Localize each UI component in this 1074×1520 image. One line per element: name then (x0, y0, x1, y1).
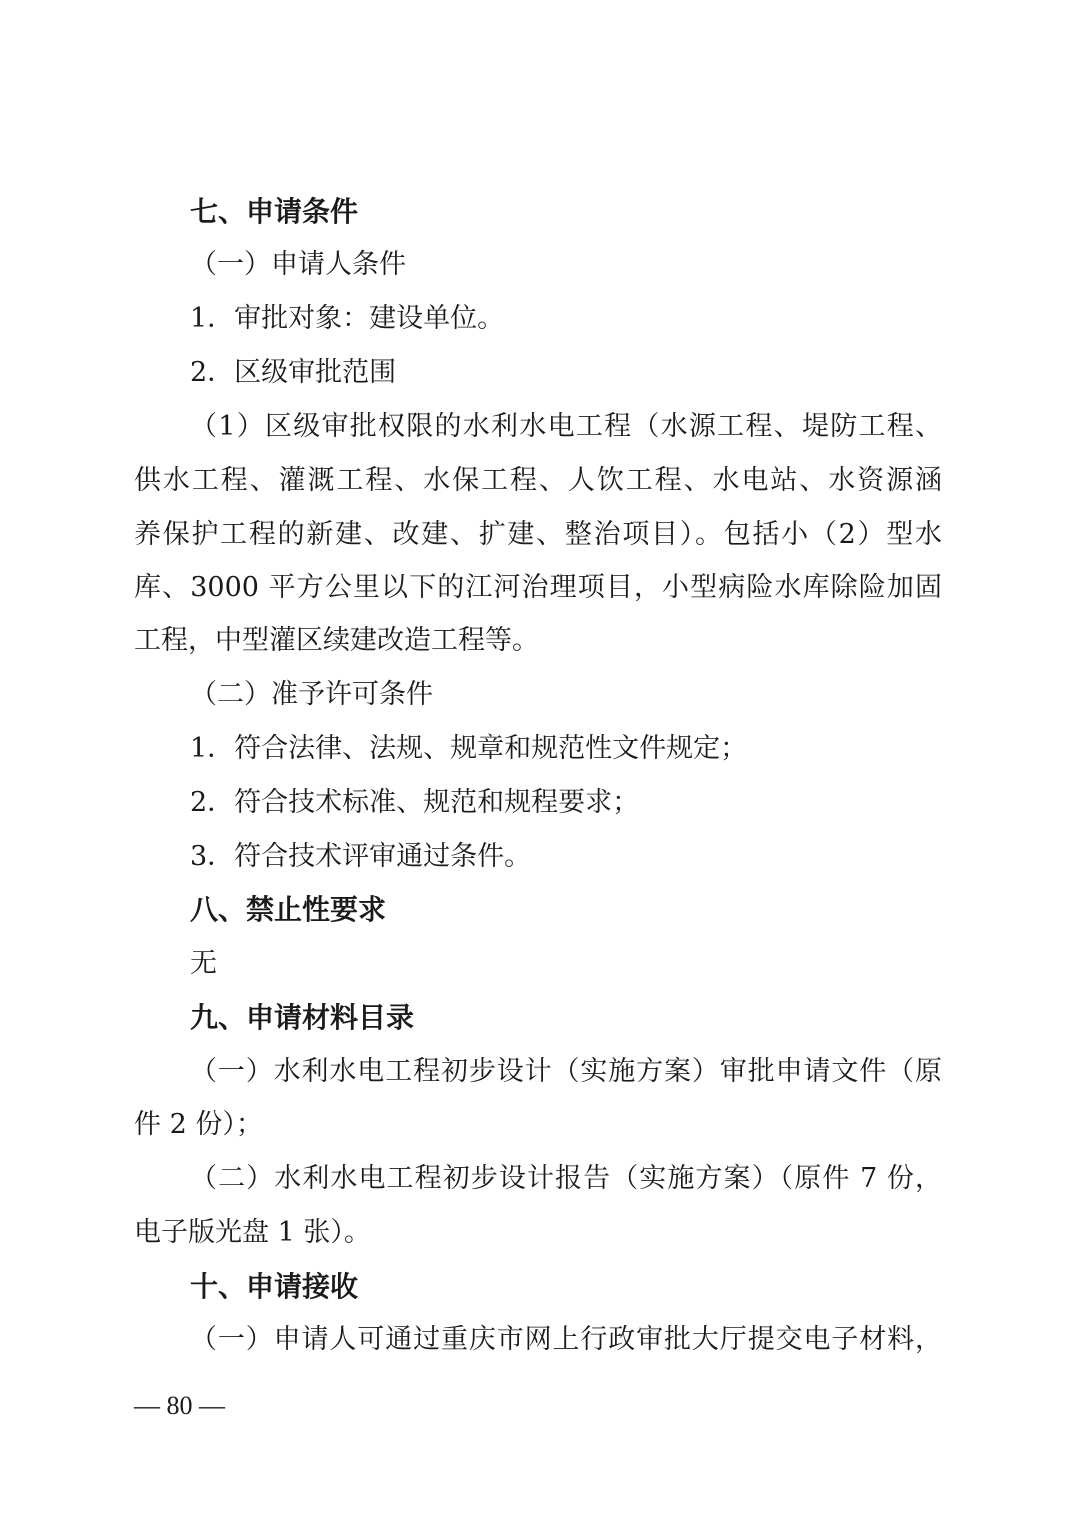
text-line: （1）区级审批权限的水利水电工程（水源工程、堤防工程、 (190, 411, 942, 442)
text-line: 无 (190, 948, 217, 979)
section-heading-materials: 九、申请材料目录 (190, 1001, 415, 1034)
subheading-approval-conditions: （二）准予许可条件 (190, 679, 433, 710)
subheading-applicant-conditions: （一）申请人条件 (190, 249, 406, 280)
section-heading-application-conditions: 七、申请条件 (190, 195, 359, 228)
text-line: 电子版光盘 1 张）。 (134, 1217, 371, 1248)
text-line: 1．符合法律、法规、规章和规范性文件规定； (190, 733, 748, 764)
text-line: 工程，中型灌区续建改造工程等。 (134, 625, 539, 656)
text-line: 2．区级审批范围 (190, 357, 397, 388)
text-line: 2．符合技术标准、规范和规程要求； (190, 787, 640, 818)
text-line: （一）水利水电工程初步设计（实施方案）审批申请文件（原 (190, 1056, 942, 1087)
text-line: 库、3000 平方公里以下的江河治理项目，小型病险水库除险加固 (134, 572, 942, 603)
text-line: 件 2 份）； (134, 1109, 263, 1140)
section-heading-prohibitions: 八、禁止性要求 (190, 893, 387, 926)
text-line: （一）申请人可通过重庆市网上行政审批大厅提交电子材料， (190, 1324, 942, 1355)
section-heading-receipt: 十、申请接收 (190, 1270, 359, 1303)
text-line: 供水工程、灌溉工程、水保工程、人饮工程、水电站、水资源涵 (134, 465, 942, 496)
text-line: （二）水利水电工程初步设计报告（实施方案）（原件 7 份， (190, 1163, 942, 1194)
text-line: 1．审批对象：建设单位。 (190, 303, 505, 334)
text-line: 3．符合技术评审通过条件。 (190, 841, 532, 872)
page-number: — 80 — (134, 1391, 225, 1420)
text-line: 养保护工程的新建、改建、扩建、整治项目）。包括小（2）型水 (134, 519, 942, 550)
